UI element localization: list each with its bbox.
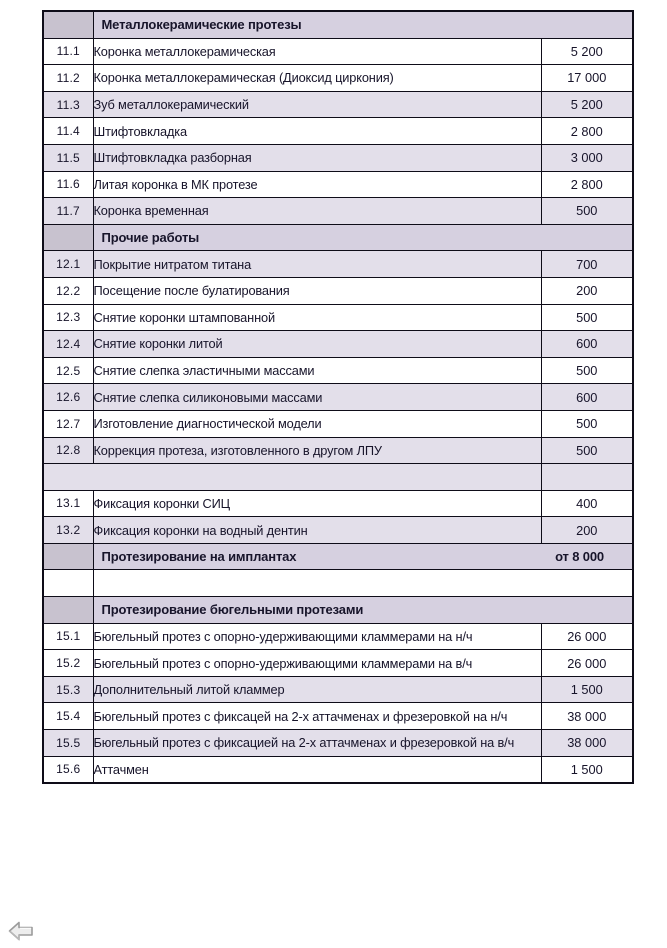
item-number: 11.3 — [43, 91, 93, 118]
item-description: Снятие слепка силиконовыми массами — [93, 384, 541, 411]
section-header-row — [43, 224, 633, 251]
item-description: Фиксация коронки СИЦ — [93, 490, 541, 517]
item-description: Коррекция протеза, изготовленного в другом ЛПУ — [93, 437, 541, 464]
item-price: 17 000 — [541, 65, 633, 92]
price-item-row — [43, 118, 633, 145]
item-number: 12.1 — [43, 251, 93, 278]
section-header-row — [43, 11, 633, 38]
spacer-row — [43, 464, 633, 491]
item-price: 1 500 — [541, 676, 633, 703]
item-description: Коронка временная — [93, 198, 541, 225]
item-number: 11.7 — [43, 198, 93, 225]
section-label-cell — [93, 597, 633, 624]
item-description: Бюгельный протез с фиксацей на 2-х аттачменах и фрезеровкой на н/ч — [93, 703, 541, 730]
item-price: 5 200 — [541, 38, 633, 65]
price-item-row — [43, 251, 633, 278]
item-number: 15.6 — [43, 756, 93, 783]
price-item-row — [43, 650, 633, 677]
item-price: 26 000 — [541, 650, 633, 677]
price-item-row — [43, 171, 633, 198]
row-number-cell — [43, 11, 93, 38]
price-item-row — [43, 384, 633, 411]
item-price: 1 500 — [541, 756, 633, 783]
item-description: Литая коронка в МК протезе — [93, 171, 541, 198]
item-price: 700 — [541, 251, 633, 278]
item-number: 15.3 — [43, 676, 93, 703]
section-title: Протезирование бюгельными протезами — [101, 602, 364, 618]
item-price: 2 800 — [541, 171, 633, 198]
price-item-row — [43, 623, 633, 650]
item-price: 600 — [541, 384, 633, 411]
row-number-cell — [43, 543, 93, 570]
price-item-row — [43, 91, 633, 118]
item-number: 12.8 — [43, 437, 93, 464]
item-price: 3 000 — [541, 144, 633, 171]
item-price: 500 — [541, 304, 633, 331]
back-arrow-icon — [8, 920, 34, 943]
item-description: Дополнительный литой кламмер — [93, 676, 541, 703]
item-description: Снятие коронки литой — [93, 331, 541, 358]
spacer-price-cell — [541, 464, 633, 491]
price-item-row — [43, 277, 633, 304]
section-header-row — [43, 597, 633, 624]
item-description: Зуб металлокерамический — [93, 91, 541, 118]
spacer-number-cell — [43, 570, 93, 597]
item-number: 15.4 — [43, 703, 93, 730]
item-number: 12.3 — [43, 304, 93, 331]
price-item-row — [43, 490, 633, 517]
price-item-row — [43, 144, 633, 171]
price-item-row — [43, 437, 633, 464]
item-price: 38 000 — [541, 730, 633, 757]
item-number: 11.4 — [43, 118, 93, 145]
price-list-body — [43, 11, 633, 783]
price-item-row — [43, 198, 633, 225]
item-description: Бюгельный протез с опорно-удерживающими кламмерами на в/ч — [93, 650, 541, 677]
price-list-table — [42, 10, 634, 784]
item-number: 15.5 — [43, 730, 93, 757]
section-label-cell — [93, 224, 633, 251]
price-item-row — [43, 730, 633, 757]
item-description: Бюгельный протез с опорно-удерживающими кламмерами на н/ч — [93, 623, 541, 650]
price-item-row — [43, 676, 633, 703]
item-number: 11.5 — [43, 144, 93, 171]
price-item-row — [43, 703, 633, 730]
row-number-cell — [43, 224, 93, 251]
price-item-row — [43, 65, 633, 92]
item-number: 15.1 — [43, 623, 93, 650]
item-price: 500 — [541, 357, 633, 384]
item-number: 13.1 — [43, 490, 93, 517]
item-number: 12.6 — [43, 384, 93, 411]
item-price: 600 — [541, 331, 633, 358]
price-item-row — [43, 331, 633, 358]
back-arrow-button[interactable] — [8, 920, 34, 943]
item-description: Посещение после булатирования — [93, 277, 541, 304]
item-number: 12.7 — [43, 410, 93, 437]
item-number: 12.2 — [43, 277, 93, 304]
section-title: Протезирование на имплантах — [101, 549, 297, 565]
spacer-cell — [93, 570, 633, 597]
price-item-row — [43, 304, 633, 331]
section-label-cell — [93, 543, 633, 570]
item-price: 500 — [541, 410, 633, 437]
section-label-cell — [93, 11, 633, 38]
item-price: 500 — [541, 198, 633, 225]
price-item-row — [43, 38, 633, 65]
item-description: Штифтовкладка разборная — [93, 144, 541, 171]
price-item-row — [43, 410, 633, 437]
item-description: Покрытие нитратом титана — [93, 251, 541, 278]
row-number-cell — [43, 597, 93, 624]
item-description: Коронка металлокерамическая — [93, 38, 541, 65]
item-price: 500 — [541, 437, 633, 464]
item-number: 12.5 — [43, 357, 93, 384]
item-description: Снятие слепка эластичными массами — [93, 357, 541, 384]
item-description: Бюгельный протез с фиксацией на 2-х аттачменах и фрезеровкой на в/ч — [93, 730, 541, 757]
item-number: 11.6 — [43, 171, 93, 198]
item-number: 11.1 — [43, 38, 93, 65]
item-price: 2 800 — [541, 118, 633, 145]
item-description: Аттачмен — [93, 756, 541, 783]
item-description: Фиксация коронки на водный дентин — [93, 517, 541, 544]
item-number: 15.2 — [43, 650, 93, 677]
price-item-row — [43, 357, 633, 384]
section-price: от 8 000 — [555, 549, 605, 565]
item-description: Штифтовкладка — [93, 118, 541, 145]
section-title: Металлокерамические протезы — [101, 17, 302, 33]
item-description: Коронка металлокерамическая (Диоксид циркония) — [93, 65, 541, 92]
price-item-row — [43, 756, 633, 783]
item-number: 13.2 — [43, 517, 93, 544]
spacer-cell — [43, 464, 541, 491]
section-header-row — [43, 543, 633, 570]
item-price: 200 — [541, 517, 633, 544]
item-number: 12.4 — [43, 331, 93, 358]
price-item-row — [43, 517, 633, 544]
item-number: 11.2 — [43, 65, 93, 92]
item-price: 38 000 — [541, 703, 633, 730]
item-price: 5 200 — [541, 91, 633, 118]
item-price: 26 000 — [541, 623, 633, 650]
item-description: Изготовление диагностической модели — [93, 410, 541, 437]
item-description: Снятие коронки штампованной — [93, 304, 541, 331]
section-title: Прочие работы — [101, 230, 200, 246]
spacer-row — [43, 570, 633, 597]
item-price: 200 — [541, 277, 633, 304]
item-price: 400 — [541, 490, 633, 517]
